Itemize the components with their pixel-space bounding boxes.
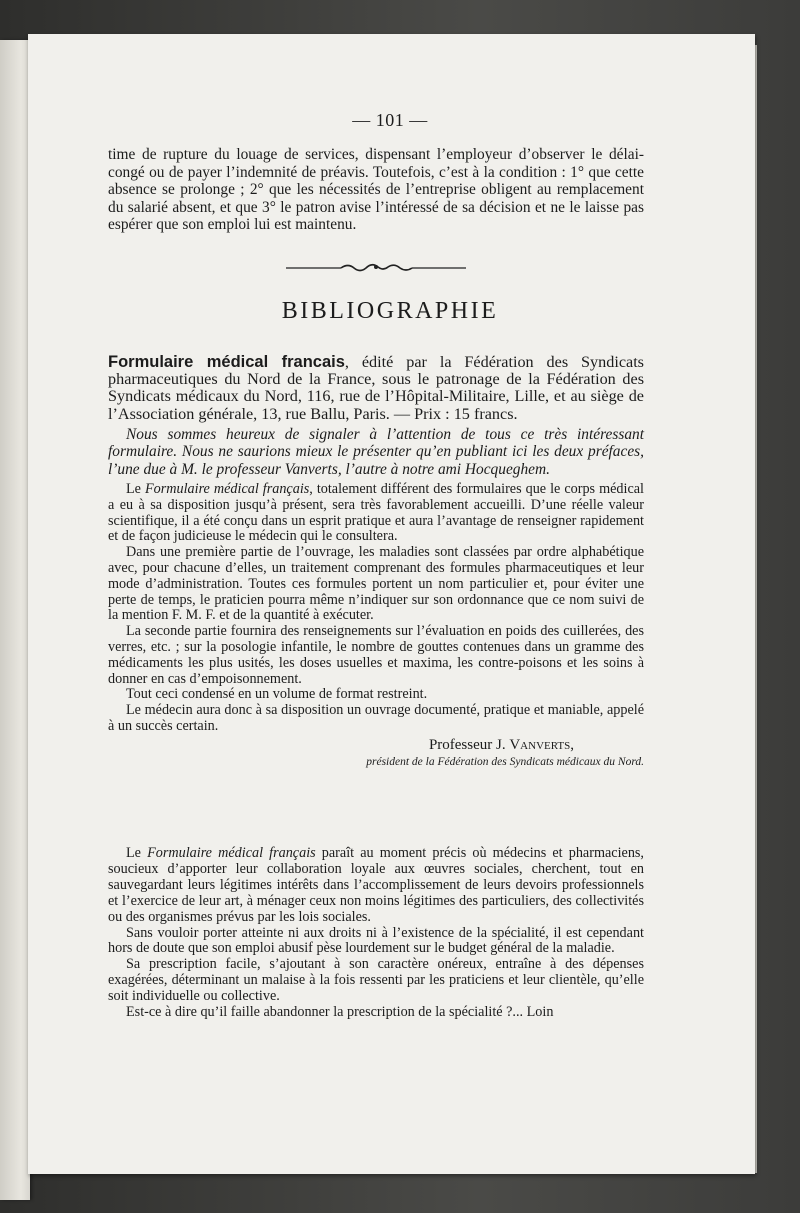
- preface1-paragraph-2: Dans une première partie de l’ouvrage, les maladies sont classées par ordre alphabétique avec, pour chacune d’elles, un traitement comprenant des formules pharmaceutiques et leur mode d’administration. Toutes ces formules portent un nom particulier et, pour éviter une perte de temps, le praticien pourra même n’indiquer sur son ordonnance que ce nom suivi de la mention F. M. F. et de la quantité à exécuter.: [108, 544, 644, 624]
- previous-page-edge: [0, 40, 30, 1200]
- preface1-p1-text: , totalement différent des formulaires que le corps médical a eu à sa disposition jusqu’à présent, sera très favorablement accueilli. D’une réelle valeur scientifique, il a été conçu dans un esprit pratique et aura l’avantage de renseigner rapidement et de façon judicieuse le médecin qui le consultera.: [108, 481, 644, 545]
- preface1-paragraph-3: La seconde partie fournira des renseignements sur l’évaluation en poids des cuillerées, des verres, etc. ; sur la posologie infantile, le nombre de gouttes contenues dans un gramme des médicaments les plus usités, les doses usuelles et maxima, les contre-poisons et les soins à donner en cas d’empoisonnement.: [108, 623, 644, 687]
- preface2-paragraph-2: Sans vouloir porter atteinte ni aux droits ni à l’existence de la spécialité, il est cependant hors de doute que son emploi abusif pèse lourdement sur le budget général de la maladie.: [108, 924, 644, 957]
- preface1-prefix: Le: [126, 481, 145, 498]
- preface2-p1-text: paraît au moment précis où médecins et pharmaciens, soucieux d’apporter leur collaboration loyale aux œuvres sociales, cherchent, tout en sauvegardant leurs légitimes intérêts dans l’accomplissement de leurs devoirs professionnels et l’exercice de leur art, à ménager ceux non moins légitimes des particuliers, des collectivités ou des organismes prévus par les lois sociales.: [108, 845, 644, 925]
- entry-intro: Nous sommes heureux de signaler à l’attention de tous ce très intéressant formulaire. Nous ne saurions mieux le présenter qu’en publiant ici les deux préfaces, l’une due à M. le professeur Vanverts, l’autre à notre ami Hocqueghem.: [108, 425, 644, 478]
- bibliography-entry: [108, 354, 644, 768]
- preface2-book-title: Formulaire médical français: [147, 845, 316, 861]
- section-title: BIBLIOGRAPHIE: [281, 298, 499, 324]
- continued-paragraph: [108, 146, 644, 234]
- document-page: [28, 34, 755, 1174]
- preface1-paragraph-4: Tout ceci condensé en un volume de format restreint.: [126, 686, 428, 703]
- preface2-paragraph-3: Sa prescription facile, s’ajoutant à son caractère onéreux, entraîne à des dépenses exagérées, déterminant un malaise à la fois ressenti par les praticiens et leur clientèle, qu’elle soit individuelle ou collective.: [108, 956, 644, 1005]
- entry-details: , édité par la Fédération des Syndicats pharmaceutiques du Nord de la France, sous le patronage de la Fédération des Syndicats médicaux du Nord, 116, rue de l’Hôpital-Militaire, Lille, et au siège de l’Association générale, 13, rue Ballu, Paris. — Prix : 15 francs.: [108, 353, 644, 423]
- page-number: — 101 —: [352, 110, 428, 130]
- signature-prefix: Professeur J.: [428, 736, 510, 753]
- second-preface: [108, 846, 644, 1021]
- signature-surname: Vanverts,: [509, 736, 574, 753]
- preface2-paragraph-4: Est-ce à dire qu’il faille abandonner la prescription de la spécialité ?... Loin: [126, 1004, 554, 1021]
- preface1-book-title: Formulaire médical français: [144, 481, 310, 498]
- preface2-paragraph-1: [108, 846, 644, 926]
- preface1-paragraph-5: Le médecin aura donc à sa disposition un ouvrage documenté, pratique et maniable, appelé à un succès certain.: [108, 702, 644, 734]
- signature-name: [108, 737, 574, 754]
- decorative-rule-icon: [286, 260, 466, 274]
- preface1-paragraph-1: [108, 482, 644, 545]
- preface2-prefix: Le: [126, 845, 148, 861]
- entry-title: Formulaire médical francais: [108, 353, 345, 371]
- signature-role: président de la Fédération des Syndicats médicaux du Nord.: [366, 755, 644, 768]
- continued-text: time de rupture du louage de services, dispensant l’employeur d’observer le délai-congé ou de payer l’indemnité de préavis. Toutefois, c’est à la condition : 1° que cette absence se prolonge ; 2° que les nécessités de l’entreprise obligent au remplacement du salarié absent, et que 3° le patron avise l’intéressé de sa décision et ne le laisse pas espérer que son emploi lui est maintenu.: [108, 146, 644, 234]
- entry-lead: [108, 354, 644, 423]
